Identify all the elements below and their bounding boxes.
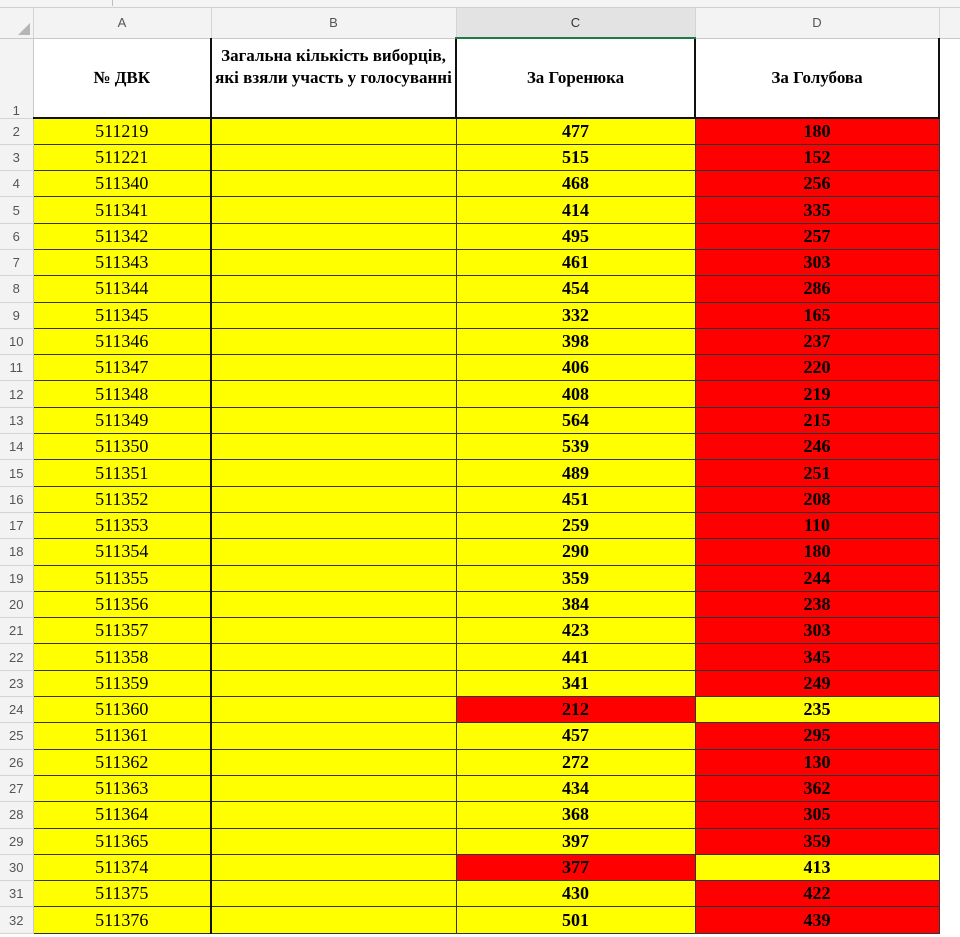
golubov-votes-cell[interactable]: 130 [695, 749, 939, 775]
row-number[interactable]: 2 [0, 118, 33, 144]
gorenyuk-votes-cell[interactable]: 423 [456, 618, 695, 644]
row-number[interactable]: 4 [0, 171, 33, 197]
column-header-d[interactable]: D [695, 8, 939, 38]
gorenyuk-votes-cell[interactable]: 468 [456, 171, 695, 197]
column-header-a[interactable]: A [33, 8, 211, 38]
table-row [0, 223, 960, 249]
golubov-votes-cell[interactable]: 152 [695, 144, 939, 170]
dvk-cell[interactable]: 511356 [33, 591, 211, 617]
total-voters-cell[interactable] [211, 434, 456, 460]
gorenyuk-votes-cell[interactable]: 408 [456, 381, 695, 407]
row-number[interactable]: 15 [0, 460, 33, 486]
dvk-cell[interactable]: 511340 [33, 171, 211, 197]
dvk-cell[interactable]: 511219 [33, 118, 211, 144]
table-row [0, 854, 960, 880]
golubov-votes-cell[interactable]: 238 [695, 591, 939, 617]
total-voters-cell[interactable] [211, 328, 456, 354]
gorenyuk-votes-cell[interactable]: 515 [456, 144, 695, 170]
table-row [0, 697, 960, 723]
total-voters-cell[interactable] [211, 802, 456, 828]
empty-cell[interactable] [939, 355, 960, 381]
total-voters-cell[interactable] [211, 460, 456, 486]
row-number[interactable]: 13 [0, 407, 33, 433]
table-row [0, 828, 960, 854]
table-row [0, 171, 960, 197]
empty-cell[interactable] [939, 644, 960, 670]
dvk-cell[interactable]: 511350 [33, 434, 211, 460]
dvk-cell[interactable]: 511346 [33, 328, 211, 354]
table-row [0, 591, 960, 617]
gorenyuk-votes-cell[interactable]: 495 [456, 223, 695, 249]
golubov-votes-cell[interactable]: 303 [695, 618, 939, 644]
row-number[interactable]: 10 [0, 328, 33, 354]
header-row [0, 38, 960, 118]
gorenyuk-votes-cell[interactable]: 477 [456, 118, 695, 144]
table-row [0, 539, 960, 565]
table-row [0, 434, 960, 460]
empty-cell[interactable] [939, 697, 960, 723]
row-number[interactable]: 20 [0, 591, 33, 617]
golubov-votes-cell[interactable]: 303 [695, 249, 939, 275]
empty-cell[interactable] [939, 276, 960, 302]
golubov-votes-cell[interactable]: 305 [695, 802, 939, 828]
total-voters-cell[interactable] [211, 854, 456, 880]
dvk-cell[interactable]: 511347 [33, 355, 211, 381]
gorenyuk-votes-cell[interactable]: 454 [456, 276, 695, 302]
row-number[interactable]: 1 [0, 38, 33, 118]
row-number[interactable]: 19 [0, 565, 33, 591]
header-cell-golubov[interactable]: За Голубова [695, 38, 939, 118]
row-number[interactable]: 17 [0, 512, 33, 538]
empty-cell[interactable] [939, 171, 960, 197]
empty-cell[interactable] [939, 854, 960, 880]
row-number[interactable]: 14 [0, 434, 33, 460]
golubov-votes-cell[interactable]: 165 [695, 302, 939, 328]
dvk-cell[interactable]: 511348 [33, 381, 211, 407]
dvk-cell[interactable]: 511354 [33, 539, 211, 565]
gorenyuk-votes-cell[interactable]: 441 [456, 644, 695, 670]
total-voters-cell[interactable] [211, 749, 456, 775]
golubov-votes-cell[interactable]: 244 [695, 565, 939, 591]
spreadsheet-grid [0, 8, 960, 934]
empty-cell[interactable] [939, 618, 960, 644]
total-voters-cell[interactable] [211, 302, 456, 328]
header-cell-gorenyuk[interactable]: За Горенюка [456, 38, 695, 118]
total-voters-cell[interactable] [211, 723, 456, 749]
dvk-cell[interactable]: 511344 [33, 276, 211, 302]
empty-cell[interactable] [939, 775, 960, 801]
total-voters-cell[interactable] [211, 618, 456, 644]
row-number[interactable]: 3 [0, 144, 33, 170]
golubov-votes-cell[interactable]: 286 [695, 276, 939, 302]
gorenyuk-votes-cell[interactable]: 406 [456, 355, 695, 381]
empty-cell[interactable] [939, 249, 960, 275]
dvk-cell[interactable]: 511359 [33, 670, 211, 696]
gorenyuk-votes-cell[interactable]: 451 [456, 486, 695, 512]
table-row [0, 565, 960, 591]
empty-cell[interactable] [939, 407, 960, 433]
empty-cell[interactable] [939, 512, 960, 538]
row-number[interactable]: 12 [0, 381, 33, 407]
empty-cell[interactable] [939, 118, 960, 144]
total-voters-cell[interactable] [211, 249, 456, 275]
column-header-row [0, 8, 960, 38]
golubov-votes-cell[interactable]: 413 [695, 854, 939, 880]
empty-cell[interactable] [939, 565, 960, 591]
row-number[interactable]: 7 [0, 249, 33, 275]
golubov-votes-cell[interactable]: 362 [695, 775, 939, 801]
golubov-votes-cell[interactable]: 257 [695, 223, 939, 249]
table-row [0, 618, 960, 644]
golubov-votes-cell[interactable]: 295 [695, 723, 939, 749]
empty-cell[interactable] [939, 486, 960, 512]
golubov-votes-cell[interactable]: 220 [695, 355, 939, 381]
gorenyuk-votes-cell[interactable]: 341 [456, 670, 695, 696]
dvk-cell[interactable]: 511361 [33, 723, 211, 749]
gorenyuk-votes-cell[interactable]: 359 [456, 565, 695, 591]
total-voters-cell[interactable] [211, 512, 456, 538]
table-row [0, 407, 960, 433]
dvk-cell[interactable]: 511375 [33, 881, 211, 907]
golubov-votes-cell[interactable]: 439 [695, 907, 939, 933]
dvk-cell[interactable]: 511376 [33, 907, 211, 933]
table-row [0, 302, 960, 328]
golubov-votes-cell[interactable]: 335 [695, 197, 939, 223]
row-number[interactable]: 18 [0, 539, 33, 565]
empty-cell[interactable] [939, 434, 960, 460]
dvk-cell[interactable]: 511365 [33, 828, 211, 854]
total-voters-cell[interactable] [211, 697, 456, 723]
golubov-votes-cell[interactable]: 110 [695, 512, 939, 538]
empty-cell[interactable] [939, 328, 960, 354]
golubov-votes-cell[interactable]: 180 [695, 539, 939, 565]
table-row [0, 381, 960, 407]
golubov-votes-cell[interactable]: 237 [695, 328, 939, 354]
row-number[interactable]: 23 [0, 670, 33, 696]
row-number[interactable]: 28 [0, 802, 33, 828]
total-voters-cell[interactable] [211, 223, 456, 249]
total-voters-cell[interactable] [211, 539, 456, 565]
table-row [0, 276, 960, 302]
gorenyuk-votes-cell[interactable]: 377 [456, 854, 695, 880]
row-number[interactable]: 32 [0, 907, 33, 933]
row-number[interactable]: 27 [0, 775, 33, 801]
total-voters-cell[interactable] [211, 276, 456, 302]
gorenyuk-votes-cell[interactable]: 259 [456, 512, 695, 538]
column-header-b[interactable]: B [211, 8, 456, 38]
select-all-icon [18, 23, 30, 35]
row-number[interactable]: 6 [0, 223, 33, 249]
row-number[interactable]: 21 [0, 618, 33, 644]
table-row [0, 144, 960, 170]
row-number[interactable]: 25 [0, 723, 33, 749]
dvk-cell[interactable]: 511221 [33, 144, 211, 170]
row-number[interactable]: 8 [0, 276, 33, 302]
toolbar-edge [0, 0, 960, 8]
empty-cell[interactable] [939, 881, 960, 907]
empty-cell[interactable] [939, 591, 960, 617]
total-voters-cell[interactable] [211, 171, 456, 197]
total-voters-cell[interactable] [211, 881, 456, 907]
golubov-votes-cell[interactable]: 215 [695, 407, 939, 433]
golubov-votes-cell[interactable]: 422 [695, 881, 939, 907]
golubov-votes-cell[interactable]: 208 [695, 486, 939, 512]
empty-cell[interactable] [939, 38, 960, 118]
table-row [0, 907, 960, 933]
gorenyuk-votes-cell[interactable]: 384 [456, 591, 695, 617]
total-voters-cell[interactable] [211, 407, 456, 433]
gorenyuk-votes-cell[interactable]: 461 [456, 249, 695, 275]
gorenyuk-votes-cell[interactable]: 501 [456, 907, 695, 933]
total-voters-cell[interactable] [211, 197, 456, 223]
row-number[interactable]: 9 [0, 302, 33, 328]
row-number[interactable]: 24 [0, 697, 33, 723]
select-all-corner[interactable] [0, 8, 33, 38]
gorenyuk-votes-cell[interactable]: 539 [456, 434, 695, 460]
header-cell-total-voters[interactable]: Загальна кількість виборців, які взяли участь у голосуванні [211, 38, 456, 118]
total-voters-cell[interactable] [211, 565, 456, 591]
gorenyuk-votes-cell[interactable]: 434 [456, 775, 695, 801]
gorenyuk-votes-cell[interactable]: 368 [456, 802, 695, 828]
golubov-votes-cell[interactable]: 246 [695, 434, 939, 460]
golubov-votes-cell[interactable]: 180 [695, 118, 939, 144]
gorenyuk-votes-cell[interactable]: 430 [456, 881, 695, 907]
empty-cell[interactable] [939, 197, 960, 223]
dvk-cell[interactable]: 511343 [33, 249, 211, 275]
total-voters-cell[interactable] [211, 828, 456, 854]
empty-cell[interactable] [939, 723, 960, 749]
table-row [0, 328, 960, 354]
table-row [0, 749, 960, 775]
gorenyuk-votes-cell[interactable]: 564 [456, 407, 695, 433]
empty-cell[interactable] [939, 223, 960, 249]
empty-cell[interactable] [939, 460, 960, 486]
gorenyuk-votes-cell[interactable]: 272 [456, 749, 695, 775]
table-row [0, 802, 960, 828]
table-row [0, 249, 960, 275]
row-number[interactable]: 5 [0, 197, 33, 223]
row-number[interactable]: 31 [0, 881, 33, 907]
golubov-votes-cell[interactable]: 256 [695, 171, 939, 197]
gorenyuk-votes-cell[interactable]: 398 [456, 328, 695, 354]
row-number[interactable]: 22 [0, 644, 33, 670]
table-row [0, 775, 960, 801]
empty-cell[interactable] [939, 907, 960, 933]
total-voters-cell[interactable] [211, 381, 456, 407]
gorenyuk-votes-cell[interactable]: 332 [456, 302, 695, 328]
gorenyuk-votes-cell[interactable]: 457 [456, 723, 695, 749]
dvk-cell[interactable]: 511349 [33, 407, 211, 433]
header-cell-dvk[interactable]: № ДВК [33, 38, 211, 118]
table-row [0, 460, 960, 486]
dvk-cell[interactable]: 511355 [33, 565, 211, 591]
gorenyuk-votes-cell[interactable]: 397 [456, 828, 695, 854]
table-row [0, 512, 960, 538]
table-row [0, 355, 960, 381]
dvk-cell[interactable]: 511352 [33, 486, 211, 512]
dvk-cell[interactable]: 511342 [33, 223, 211, 249]
dvk-cell[interactable]: 511360 [33, 697, 211, 723]
total-voters-cell[interactable] [211, 591, 456, 617]
row-number[interactable]: 30 [0, 854, 33, 880]
empty-cell[interactable] [939, 670, 960, 696]
total-voters-cell[interactable] [211, 907, 456, 933]
table-row [0, 881, 960, 907]
dvk-cell[interactable]: 511357 [33, 618, 211, 644]
golubov-votes-cell[interactable]: 249 [695, 670, 939, 696]
row-number[interactable]: 29 [0, 828, 33, 854]
dvk-cell[interactable]: 511341 [33, 197, 211, 223]
table-row [0, 644, 960, 670]
total-voters-cell[interactable] [211, 486, 456, 512]
table-row [0, 723, 960, 749]
table-row [0, 197, 960, 223]
golubov-votes-cell[interactable]: 251 [695, 460, 939, 486]
golubov-votes-cell[interactable]: 235 [695, 697, 939, 723]
empty-cell[interactable] [939, 749, 960, 775]
dvk-cell[interactable]: 511364 [33, 802, 211, 828]
dvk-cell[interactable]: 511353 [33, 512, 211, 538]
table-row [0, 486, 960, 512]
golubov-votes-cell[interactable]: 219 [695, 381, 939, 407]
table-row [0, 118, 960, 144]
total-voters-cell[interactable] [211, 644, 456, 670]
dvk-cell[interactable]: 511358 [33, 644, 211, 670]
dvk-cell[interactable]: 511363 [33, 775, 211, 801]
empty-cell[interactable] [939, 828, 960, 854]
empty-cell[interactable] [939, 302, 960, 328]
total-voters-cell[interactable] [211, 775, 456, 801]
total-voters-cell[interactable] [211, 118, 456, 144]
row-number[interactable]: 16 [0, 486, 33, 512]
total-voters-cell[interactable] [211, 355, 456, 381]
dvk-cell[interactable]: 511374 [33, 854, 211, 880]
dvk-cell[interactable]: 511345 [33, 302, 211, 328]
total-voters-cell[interactable] [211, 670, 456, 696]
gorenyuk-votes-cell[interactable]: 212 [456, 697, 695, 723]
column-header-c[interactable]: C [456, 8, 695, 38]
gorenyuk-votes-cell[interactable]: 414 [456, 197, 695, 223]
golubov-votes-cell[interactable]: 345 [695, 644, 939, 670]
row-number[interactable]: 26 [0, 749, 33, 775]
dvk-cell[interactable]: 511351 [33, 460, 211, 486]
golubov-votes-cell[interactable]: 359 [695, 828, 939, 854]
gorenyuk-votes-cell[interactable]: 290 [456, 539, 695, 565]
dvk-cell[interactable]: 511362 [33, 749, 211, 775]
column-header-e[interactable] [939, 8, 960, 38]
table-row [0, 670, 960, 696]
empty-cell[interactable] [939, 381, 960, 407]
empty-cell[interactable] [939, 802, 960, 828]
total-voters-cell[interactable] [211, 144, 456, 170]
empty-cell[interactable] [939, 144, 960, 170]
gorenyuk-votes-cell[interactable]: 489 [456, 460, 695, 486]
empty-cell[interactable] [939, 539, 960, 565]
row-number[interactable]: 11 [0, 355, 33, 381]
